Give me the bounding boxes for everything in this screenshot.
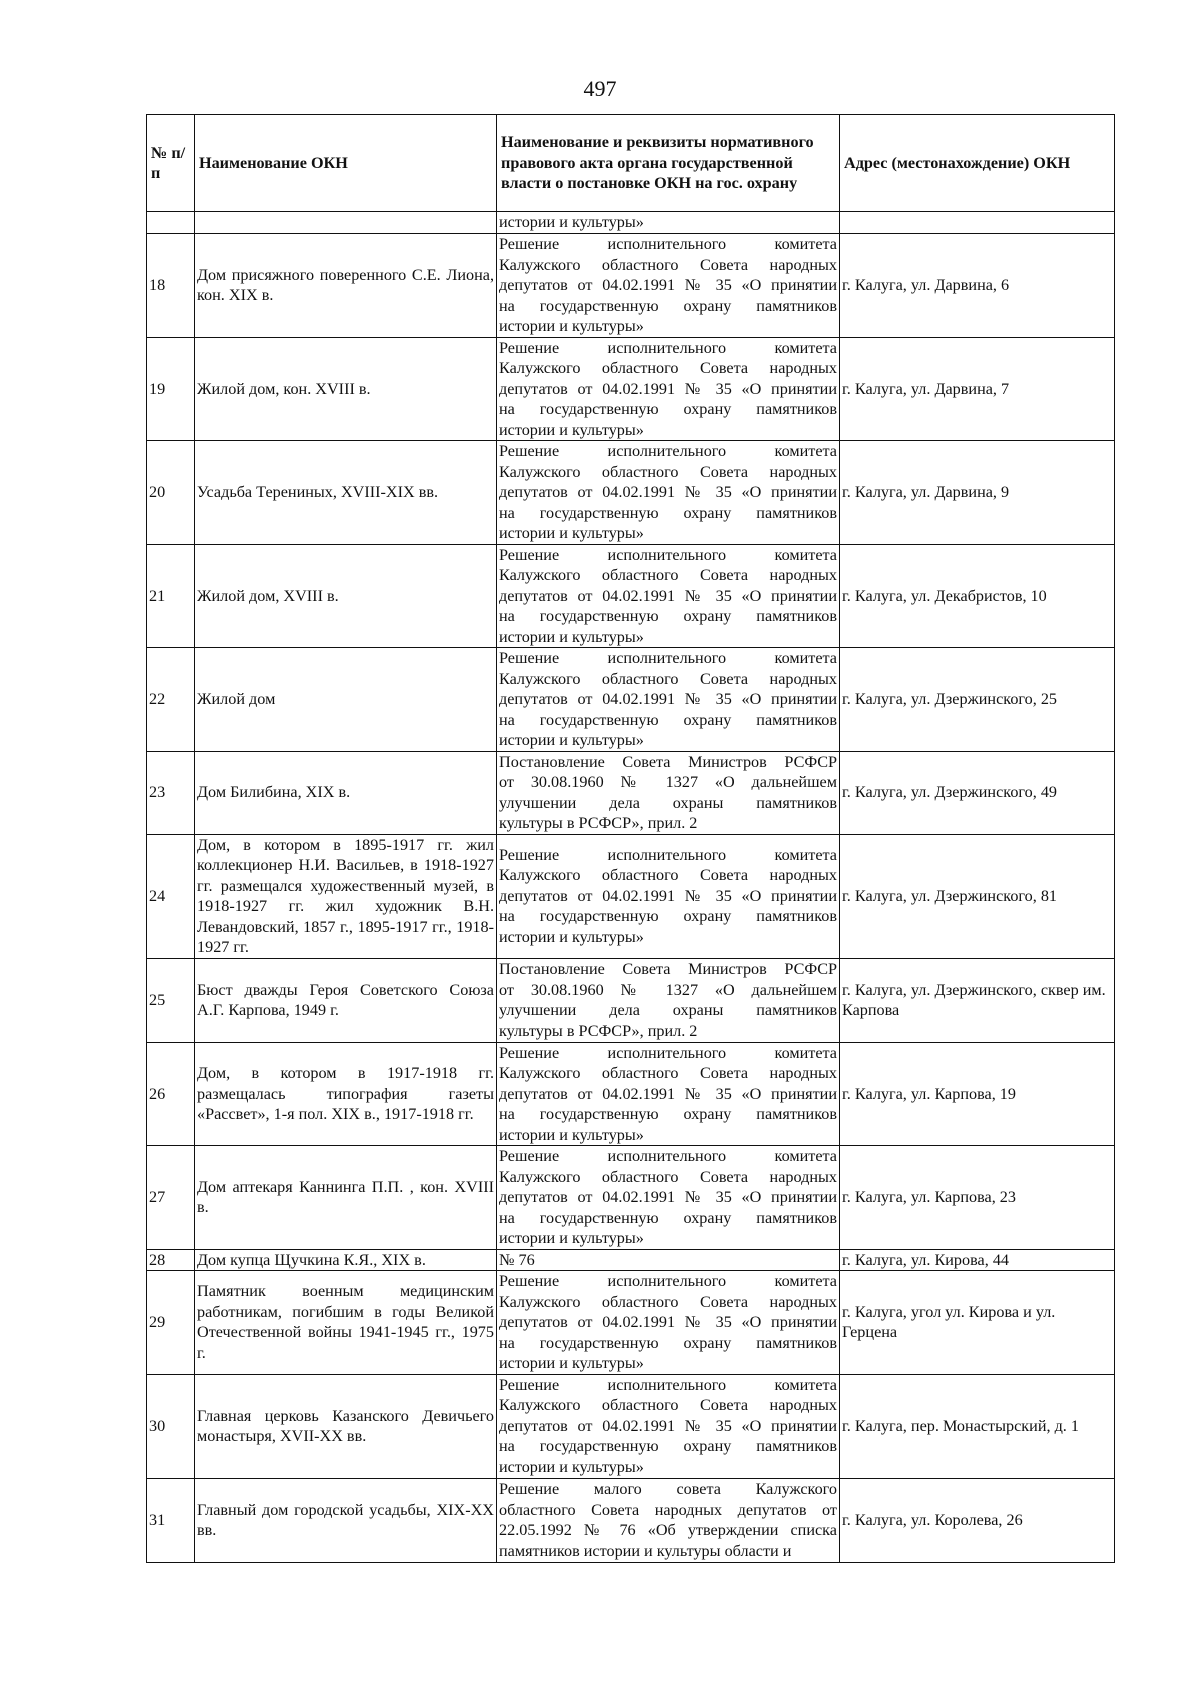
row-number: 25 xyxy=(147,958,195,1042)
object-name: Жилой дом xyxy=(195,648,497,752)
object-name: Главный дом городской усадьбы, XIX-XX вв. xyxy=(195,1478,497,1562)
table-row xyxy=(147,234,1115,338)
legal-act-line: от 30.08.1960 № 1327 «О дальнейшем xyxy=(499,980,837,999)
object-address: г. Калуга, ул. Карпова, 23 xyxy=(840,1146,1115,1250)
legal-act xyxy=(497,648,840,752)
object-name: Бюст дважды Героя Советского Союза А.Г. Карпова, 1949 г. xyxy=(195,958,497,1042)
legal-act-line: на государственную охрану памятников xyxy=(499,1333,837,1352)
legal-act xyxy=(497,1478,840,1562)
object-address: г. Калуга, ул. Дзержинского, сквер им. Карпова xyxy=(840,958,1115,1042)
continuation-address xyxy=(840,212,1115,234)
object-address: г. Калуга, ул. Карпова, 19 xyxy=(840,1042,1115,1146)
legal-act-line: Решение малого совета Калужского xyxy=(499,1480,837,1498)
legal-act-line: истории и культуры» xyxy=(499,1354,644,1372)
page-number: 497 xyxy=(583,76,617,101)
legal-act xyxy=(497,1042,840,1146)
legal-act-line: Калужского областного Совета народных xyxy=(499,1396,837,1415)
table-row xyxy=(147,1146,1115,1250)
table-row xyxy=(147,1249,1115,1271)
legal-act xyxy=(497,234,840,338)
table-row xyxy=(147,544,1115,648)
table-row xyxy=(147,958,1115,1042)
table-row xyxy=(147,648,1115,752)
object-name: Жилой дом, XVIII в. xyxy=(195,544,497,648)
row-number: 28 xyxy=(147,1249,195,1271)
legal-act-line: на государственную охрану памятников xyxy=(499,296,837,315)
legal-act-line: депутатов от 04.02.1991 № 35 «О принятии xyxy=(499,483,837,501)
object-address: г. Калуга, ул. Дзержинского, 49 xyxy=(840,751,1115,834)
legal-act-line: Постановление Совета Министров РСФСР xyxy=(499,960,837,978)
object-address: г. Калуга, ул. Королева, 26 xyxy=(840,1478,1115,1562)
legal-act-line: истории и культуры» xyxy=(499,927,644,946)
legal-act-line: на государственную охрану памятников xyxy=(499,907,837,926)
legal-act-line: Решение исполнительного комитета xyxy=(499,1043,837,1062)
legal-act xyxy=(497,544,840,648)
object-address: г. Калуга, ул. Кирова, 44 xyxy=(840,1249,1115,1271)
header-name: Наименование ОКН xyxy=(195,115,497,212)
legal-act xyxy=(497,834,840,958)
row-number: 30 xyxy=(147,1374,195,1478)
legal-act-line: депутатов от 04.02.1991 № 35 «О принятии xyxy=(499,586,837,605)
object-name: Главная церковь Казанского Девичьего монастыря, XVII-XX вв. xyxy=(195,1374,497,1478)
legal-act-line: истории и культуры» xyxy=(499,627,644,646)
row-number: 20 xyxy=(147,441,195,545)
row-number: 29 xyxy=(147,1271,195,1375)
legal-act-line: истории и культуры» xyxy=(499,420,644,439)
object-address: г. Калуга, ул. Дзержинского, 25 xyxy=(840,648,1115,752)
legal-act-line: истории и культуры» xyxy=(499,1229,644,1247)
object-name: Дом купца Щучкина К.Я., XIX в. xyxy=(195,1249,497,1271)
row-number: 26 xyxy=(147,1042,195,1146)
legal-act-line: Калужского областного Совета народных xyxy=(499,255,837,274)
legal-act-line: депутатов от 04.02.1991 № 35 «О принятии xyxy=(499,1416,837,1435)
legal-act-line: депутатов от 04.02.1991 № 35 «О принятии xyxy=(499,276,837,294)
legal-act xyxy=(497,1374,840,1478)
legal-act-line: истории и культуры» xyxy=(499,524,644,542)
legal-act-line: депутатов от 04.02.1991 № 35 «О принятии xyxy=(499,1313,837,1331)
continuation-num xyxy=(147,212,195,234)
row-number: 27 xyxy=(147,1146,195,1250)
row-number: 24 xyxy=(147,834,195,958)
row-number: 22 xyxy=(147,648,195,752)
object-address: г. Калуга, пер. Монастырский, д. 1 xyxy=(840,1374,1115,1478)
legal-act-line: на государственную охрану памятников xyxy=(499,1208,837,1227)
table-row xyxy=(147,1271,1115,1375)
legal-act-line: Решение исполнительного комитета xyxy=(499,338,837,357)
object-name: Усадьба Терениных, XVIII-XIX вв. xyxy=(195,441,497,545)
header-address: Адрес (местонахождение) ОКН xyxy=(840,115,1115,212)
row-number: 21 xyxy=(147,544,195,648)
legal-act-line: Решение исполнительного комитета xyxy=(499,845,837,864)
legal-act-line: на государственную охрану памятников xyxy=(499,503,837,522)
legal-act-line: депутатов от 04.02.1991 № 35 «О принятии xyxy=(499,379,837,398)
continuation-row xyxy=(147,212,1115,234)
legal-act-line: депутатов от 04.02.1991 № 35 «О принятии xyxy=(499,1084,837,1103)
row-number: 23 xyxy=(147,751,195,834)
legal-act-line: культуры в РСФСР», прил. 2 xyxy=(499,814,698,832)
header-act: Наименование и реквизиты нормативного правового акта органа государственной власти о постановке ОКН на гос. охрану xyxy=(497,115,840,212)
legal-act-line: на государственную охрану памятников xyxy=(499,710,837,729)
legal-act-line: от 30.08.1960 № 1327 «О дальнейшем xyxy=(499,773,837,791)
legal-act-line: 22.05.1992 № 76 «Об утверждении списка xyxy=(499,1521,837,1539)
legal-act xyxy=(497,1271,840,1375)
table-row xyxy=(147,1042,1115,1146)
legal-act-line: Калужского областного Совета народных xyxy=(499,669,837,688)
legal-act-line: Решение исполнительного комитета xyxy=(499,649,837,667)
legal-act-line: областного Совета народных депутатов от xyxy=(499,1500,837,1519)
legal-act-line: Калужского областного Совета народных xyxy=(499,1167,837,1186)
legal-act-line: на государственную охрану памятников xyxy=(499,1437,837,1456)
object-name: Дом, в котором в 1917-1918 гг. размещалась типография газеты «Рассвет», 1-я пол. XIX в., 1917-1918 гг. xyxy=(195,1042,497,1146)
object-address: г. Калуга, ул. Дарвина, 6 xyxy=(840,234,1115,338)
legal-act-line: Решение исполнительного комитета xyxy=(499,1147,837,1165)
object-name: Жилой дом, кон. XVIII в. xyxy=(195,337,497,441)
legal-act-line: истории и культуры» xyxy=(499,317,644,335)
legal-act-line: Решение исполнительного комитета xyxy=(499,545,837,564)
continuation-name xyxy=(195,212,497,234)
object-name: Памятник военным медицинским работникам, погибшим в годы Великой Отечественной войны 1941-1945 гг., 1975 г. xyxy=(195,1271,497,1375)
table-row xyxy=(147,834,1115,958)
object-address: г. Калуга, угол ул. Кирова и ул. Герцена xyxy=(840,1271,1115,1375)
legal-act-line: Калужского областного Совета народных xyxy=(499,866,837,885)
object-name: Дом Билибина, XIX в. xyxy=(195,751,497,834)
legal-act xyxy=(497,958,840,1042)
legal-act-line: Решение исполнительного комитета xyxy=(499,235,837,253)
legal-act xyxy=(497,337,840,441)
table-row xyxy=(147,337,1115,441)
legal-act-line: Решение исполнительного комитета xyxy=(499,1272,837,1290)
row-number: 19 xyxy=(147,337,195,441)
legal-act-line: депутатов от 04.02.1991 № 35 «О принятии xyxy=(499,886,837,905)
legal-act xyxy=(497,441,840,545)
legal-act xyxy=(497,751,840,834)
legal-act-line: Калужского областного Совета народных xyxy=(499,359,837,377)
legal-act-line: улучшении дела охраны памятников xyxy=(499,1001,837,1019)
legal-act-line: улучшении дела охраны памятников xyxy=(499,793,837,812)
legal-act xyxy=(497,1146,840,1250)
legal-act-line: депутатов от 04.02.1991 № 35 «О принятии xyxy=(499,690,837,708)
continuation-act: истории и культуры» xyxy=(497,212,840,234)
legal-act-line: Постановление Совета Министров РСФСР xyxy=(499,752,837,771)
legal-act-line: истории и культуры» xyxy=(499,1125,644,1144)
row-number: 31 xyxy=(147,1478,195,1562)
legal-act-line: на государственную охрану памятников xyxy=(499,607,837,625)
object-address: г. Калуга, ул. Дзержинского, 81 xyxy=(840,834,1115,958)
table-row xyxy=(147,441,1115,545)
legal-act-line: Калужского областного Совета народных xyxy=(499,1292,837,1311)
object-name: Дом, в котором в 1895-1917 гг. жил коллекционер Н.И. Васильев, в 1918-1927 гг. размещался художественный музей, в 1918-1927 гг. жил художник В.Н. Левандовский, 1857 г., 1895-1917 гг., 1918-1927 гг. xyxy=(195,834,497,958)
object-name: Дом аптекаря Каннинга П.П. , кон. XVIII в. xyxy=(195,1146,497,1250)
legal-act-line: № 76 xyxy=(499,1250,535,1269)
legal-act-line: культуры в РСФСР», прил. 2 xyxy=(499,1021,698,1040)
legal-act-line: Калужского областного Совета народных xyxy=(499,1064,837,1082)
table-row xyxy=(147,1478,1115,1562)
legal-act-line: истории и культуры» xyxy=(499,1457,644,1476)
object-address: г. Калуга, ул. Дарвина, 9 xyxy=(840,441,1115,545)
object-address: г. Калуга, ул. Декабристов, 10 xyxy=(840,544,1115,648)
legal-act-line: истории и культуры» xyxy=(499,731,644,749)
table-header xyxy=(147,115,1115,212)
legal-act-line: Калужского областного Совета народных xyxy=(499,566,837,584)
header-num: № п/п xyxy=(147,115,195,212)
legal-act-line: Калужского областного Совета народных xyxy=(499,462,837,481)
object-name: Дом присяжного поверенного С.Е. Лиона, кон. XIX в. xyxy=(195,234,497,338)
table-row xyxy=(147,751,1115,834)
row-number: 18 xyxy=(147,234,195,338)
heritage-objects-table xyxy=(146,114,1115,1563)
legal-act-line: депутатов от 04.02.1991 № 35 «О принятии xyxy=(499,1188,837,1206)
table-row xyxy=(147,1374,1115,1478)
legal-act-line: Решение исполнительного комитета xyxy=(499,1375,837,1394)
legal-act-line: памятников истории и культуры области и xyxy=(499,1541,792,1560)
legal-act-line: Решение исполнительного комитета xyxy=(499,442,837,460)
object-address: г. Калуга, ул. Дарвина, 7 xyxy=(840,337,1115,441)
table-body xyxy=(147,212,1115,1563)
legal-act xyxy=(497,1249,840,1271)
legal-act-line: на государственную охрану памятников xyxy=(499,400,837,418)
legal-act-line: на государственную охрану памятников xyxy=(499,1105,837,1123)
